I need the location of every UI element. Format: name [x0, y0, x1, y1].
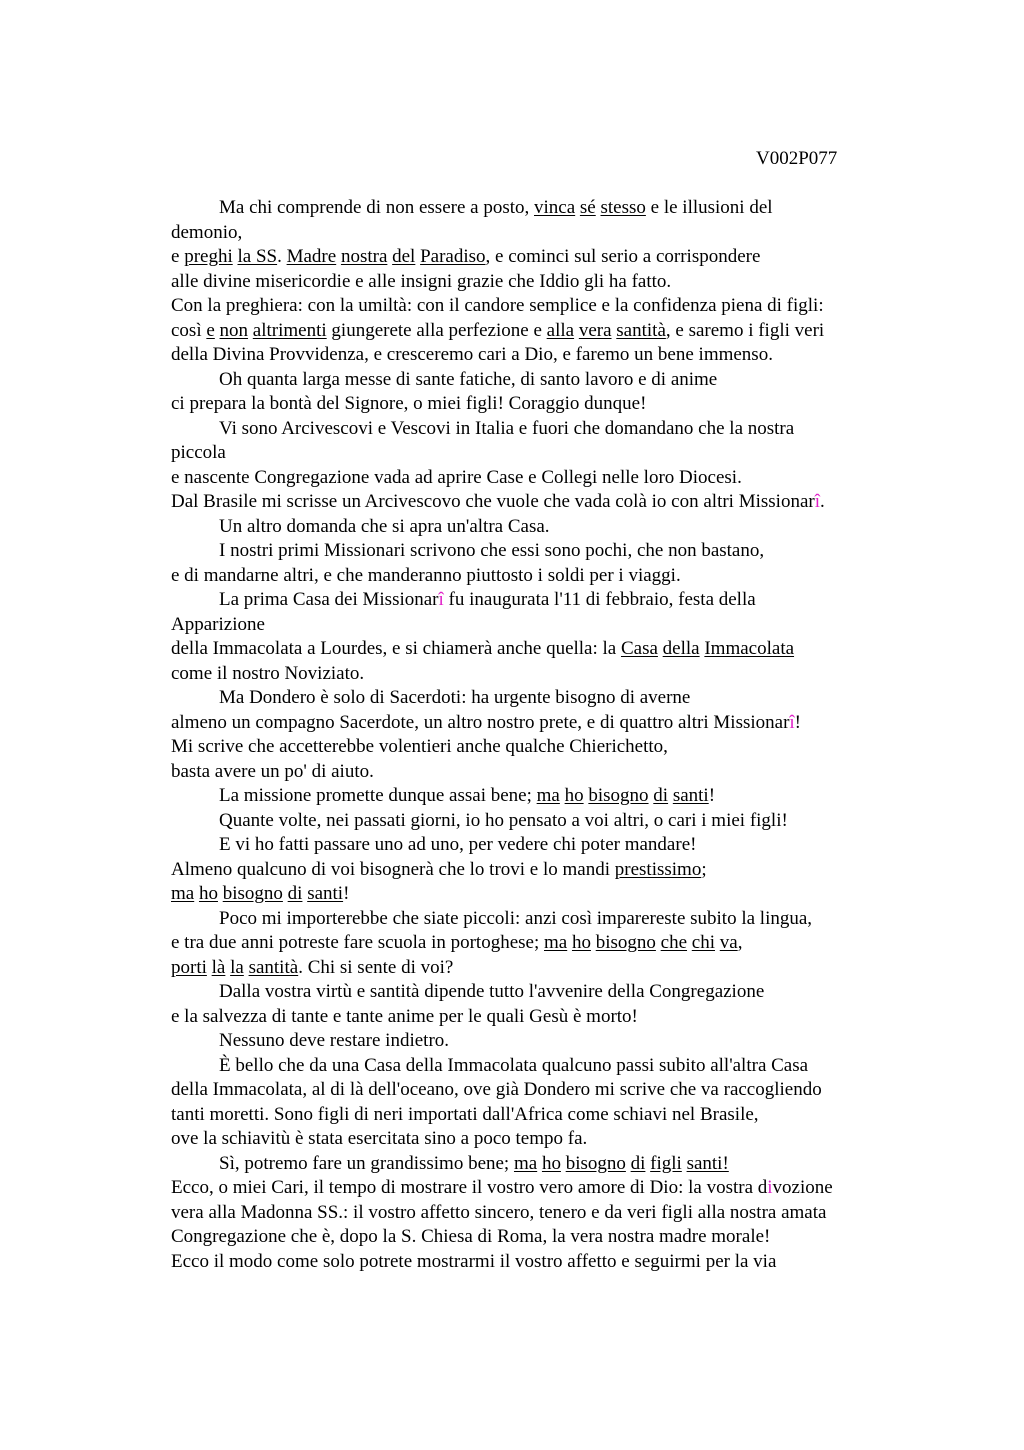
text-segment: . Chi si sente di voi? [298, 956, 454, 978]
text-line [171, 1225, 911, 1250]
underlined-text: bisogno [565, 1152, 626, 1174]
text-segment: La missione promette dunque assai bene; [219, 785, 537, 806]
text-segment: , e saremo i figli veri [665, 319, 825, 341]
text-segment: della Divina Provvidenza, e cresceremo cari a Dio, e faremo un bene immenso. [171, 344, 773, 365]
underlined-text: ma [536, 785, 560, 806]
text-line [171, 245, 911, 270]
text-line [171, 441, 911, 466]
text-line [171, 490, 911, 515]
text-line [171, 760, 911, 785]
underlined-text: santità [616, 319, 666, 341]
text-segment: La prima Casa dei Missionar [219, 589, 439, 610]
text-line [171, 907, 911, 932]
text-segment: basta avere un po' di aiuto. [171, 760, 374, 782]
text-line [171, 1078, 911, 1103]
text-line [171, 1127, 911, 1152]
text-segment: E vi ho fatti passare uno ad uno, per vedere chi poter mandare! [219, 834, 697, 855]
highlighted-char: î [814, 491, 820, 512]
text-line [171, 637, 911, 662]
underlined-text: bisogno [588, 785, 649, 806]
text-segment: fu inaugurata l'11 di febbraio, festa della [443, 589, 756, 610]
text-line [171, 270, 911, 295]
text-segment: ; [701, 858, 707, 880]
text-segment: I nostri primi Missionari scrivono che essi sono pochi, che non bastano, [219, 540, 765, 561]
text-line [171, 1176, 911, 1201]
text-segment: Mi scrive che accetterebbe volentieri anche qualche Chierichetto, [171, 736, 668, 757]
text-segment: È bello che da una Casa della Immacolata qualcuno passi subito all'altra Casa [219, 1054, 809, 1076]
text-segment: e tra due anni potreste fare scuola in portoghese; [171, 932, 544, 953]
underlined-text: Immacolata [704, 638, 795, 659]
text-segment: Ma Dondero è solo di Sacerdoti: ha urgente bisogno di averne [219, 687, 691, 708]
text-segment: Dalla vostra virtù e santità dipende tutto l'avvenire della Congregazione [219, 981, 765, 1002]
underlined-text: vera [578, 319, 612, 341]
text-segment: Poco mi importerebbe che siate piccoli: anzi così imparereste subito la lingua, [219, 907, 813, 929]
text-line [171, 1201, 911, 1226]
text-segment: vera alla Madonna SS.: il vostro affetto sincero, tenero e da veri figli alla nostra amata [171, 1201, 827, 1223]
text-line [171, 686, 911, 711]
text-line [171, 613, 911, 638]
text-segment: e di mandarne altri, e che manderanno piuttosto i soldi per i viaggi. [171, 564, 681, 586]
text-line [171, 1250, 911, 1275]
text-line [171, 1054, 911, 1079]
text-segment: alle divine misericordie e alle insigni grazie che Iddio gli ha fatto. [171, 270, 672, 292]
text-segment: piccola [171, 442, 226, 463]
text-segment: Ecco, o miei Cari, il tempo di mostrare il vostro vero amore di Dio: la vostra d [171, 1177, 768, 1198]
text-line [171, 466, 911, 491]
text-line [171, 196, 911, 221]
underlined-text: ma [513, 1152, 538, 1174]
underlined-text: di [653, 785, 669, 806]
text-line [171, 662, 911, 687]
underlined-text: stesso [600, 197, 646, 218]
text-line [171, 784, 911, 809]
text-line [171, 931, 911, 956]
letter-body [171, 196, 911, 1274]
text-segment: Con la preghiera: con la umiltà: con il candore semplice e la confidenza piena di figli: [171, 295, 824, 316]
underlined-text: bisogno [595, 932, 656, 953]
text-segment: così [171, 319, 207, 341]
text-segment: della Immacolata a Lourdes, e si chiamerà anche quella: la [171, 638, 621, 659]
underlined-text: bisogno [222, 883, 283, 904]
text-segment: ! [343, 883, 350, 904]
text-line [171, 564, 911, 589]
underlined-text: ma [171, 883, 195, 904]
text-line [171, 711, 911, 736]
underlined-text: là [211, 956, 226, 978]
text-segment: ! [708, 785, 716, 806]
text-segment: e la salvezza di tante e tante anime per le quali Gesù è morto! [171, 1005, 638, 1027]
underlined-text: non [219, 319, 249, 341]
text-line [171, 1005, 911, 1030]
text-segment: . [277, 246, 287, 267]
underlined-text: Paradiso [420, 246, 486, 267]
underlined-text: ma [544, 932, 568, 953]
underlined-text: ho [541, 1152, 561, 1174]
text-line [171, 980, 911, 1005]
page-code: V002P077 [756, 148, 838, 169]
underlined-text: preghi [184, 246, 233, 267]
underlined-text: della [662, 638, 700, 659]
underlined-text: di [630, 1152, 646, 1174]
text-line [171, 882, 911, 907]
text-segment: demonio, [171, 221, 243, 243]
text-segment: Congregazione che è, dopo la S. Chiesa di Roma, la vera nostra madre morale! [171, 1226, 771, 1247]
text-segment: , e cominci sul serio a corrispondere [485, 246, 761, 267]
underlined-text: altrimenti [252, 319, 327, 341]
text-segment: almeno un compagno Sacerdote, un altro nostro prete, e di quattro altri Missionar [171, 711, 790, 733]
highlighted-char: î [438, 589, 444, 610]
text-line [171, 515, 911, 540]
text-line [171, 1103, 911, 1128]
text-line [171, 588, 911, 613]
text-segment: come il nostro Noviziato. [171, 662, 365, 684]
text-segment: Sì, potremo fare un grandissimo bene; [219, 1152, 514, 1174]
text-segment: e [171, 246, 185, 267]
text-segment: ove la schiavitù è stata esercitata sino a poco tempo fa. [171, 1128, 588, 1149]
text-segment: e le illusioni del [645, 197, 773, 218]
text-segment: e nascente Congregazione vada ad aprire Case e Collegi nelle loro Diocesi. [171, 466, 742, 488]
text-segment: Apparizione [171, 613, 265, 635]
text-segment: giungerete alla perfezione e [326, 319, 547, 341]
underlined-text: sé [579, 197, 596, 218]
text-segment: Un altro domanda che si apra un'altra Casa. [219, 515, 550, 537]
text-line [171, 809, 911, 834]
text-segment: Nessuno deve restare indietro. [219, 1030, 450, 1051]
underlined-text: nostra [340, 246, 388, 267]
text-segment: ci prepara la bontà del Signore, o miei figli! Coraggio dunque! [171, 393, 647, 414]
text-line [171, 735, 911, 760]
text-segment: della Immacolata, al di là dell'oceano, ove già Dondero mi scrive che va raccogliendo [171, 1079, 822, 1100]
underlined-text: santi [307, 883, 344, 904]
underlined-text: e [206, 319, 215, 341]
underlined-text: va [719, 932, 738, 953]
text-line [171, 294, 911, 319]
text-segment: Almeno qualcuno di voi bisognerà che lo trovi e lo mandi [171, 858, 615, 880]
text-line [171, 368, 911, 393]
underlined-text: alla [546, 319, 575, 341]
underlined-text: santità [248, 956, 299, 978]
underlined-text: chi [691, 932, 715, 953]
underlined-text: ho [571, 932, 591, 953]
text-segment: Oh quanta larga messe di sante fatiche, di santo lavoro e di anime [219, 368, 718, 390]
text-segment: vozione [772, 1177, 833, 1198]
text-segment: Vi sono Arcivescovi e Vescovi in Italia e fuori che domandano che la nostra [219, 417, 795, 439]
underlined-text: Madre [286, 246, 337, 267]
underlined-text: che [660, 932, 688, 953]
text-segment: Quante volte, nei passati giorni, io ho pensato a voi altri, o cari i miei figli! [219, 809, 788, 831]
text-line [171, 956, 911, 981]
underlined-text: del [392, 246, 416, 267]
text-segment: , [737, 932, 743, 953]
text-line [171, 221, 911, 246]
highlighted-char: î [789, 711, 795, 733]
text-segment: Ma chi comprende di non essere a posto, [219, 197, 534, 218]
underlined-text: Casa [620, 638, 658, 659]
text-line [171, 417, 911, 442]
underlined-text: vinca [534, 197, 576, 218]
text-segment: ! [794, 711, 801, 733]
text-line [171, 392, 911, 417]
text-segment: Dal Brasile mi scrisse un Arcivescovo che vuole che vada colà io con altri Missionar [171, 491, 815, 512]
underlined-text: la [230, 956, 244, 978]
text-segment: Ecco il modo come solo potrete mostrarmi il vostro affetto e seguirmi per la via [171, 1250, 777, 1272]
text-line [171, 833, 911, 858]
text-line [171, 319, 911, 344]
text-line [171, 1152, 911, 1177]
underlined-text: ho [564, 785, 584, 806]
text-line [171, 858, 911, 883]
underlined-text: figli [650, 1152, 682, 1174]
underlined-text: santi! [686, 1152, 729, 1174]
text-line [171, 1029, 911, 1054]
highlighted-char: i [767, 1177, 773, 1198]
underlined-text: di [287, 883, 303, 904]
underlined-text: porti [171, 956, 207, 978]
underlined-text: prestissimo [614, 858, 702, 880]
text-segment: . [819, 491, 825, 512]
underlined-text: la SS [237, 246, 278, 267]
text-line [171, 343, 911, 368]
underlined-text: santi [672, 785, 709, 806]
underlined-text: ho [198, 883, 218, 904]
text-line [171, 539, 911, 564]
text-segment: tanti moretti. Sono figli di neri importati dall'Africa come schiavi nel Brasile, [171, 1103, 759, 1125]
